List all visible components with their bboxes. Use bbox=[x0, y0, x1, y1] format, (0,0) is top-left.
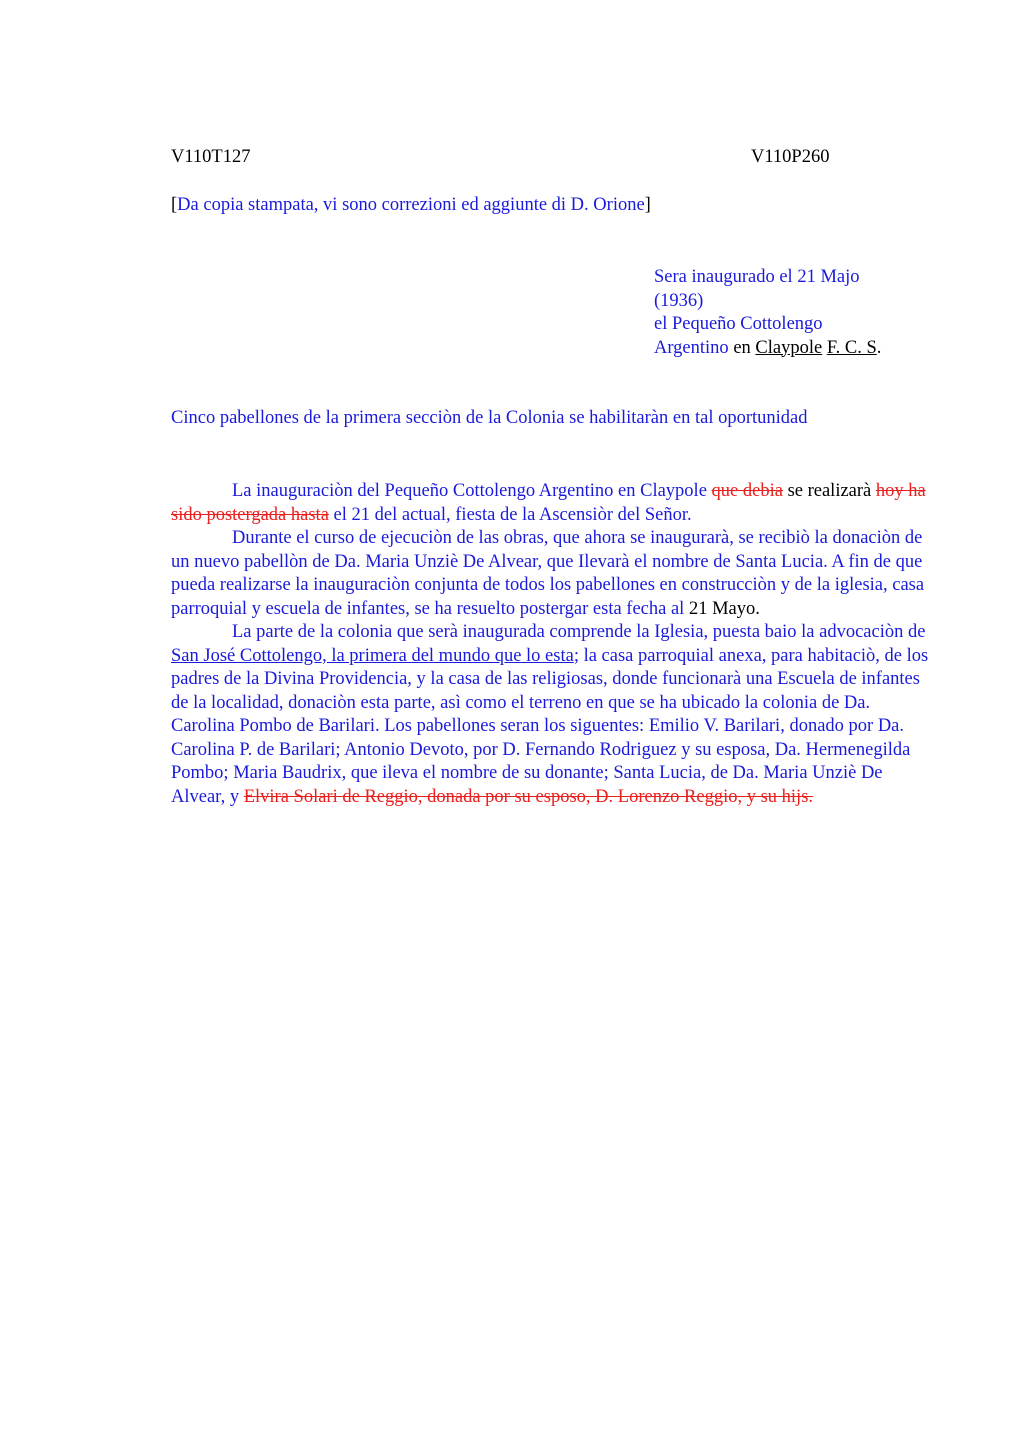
bracket-close: ] bbox=[644, 195, 651, 215]
paragraph-3 bbox=[171, 621, 931, 809]
paragraph-2 bbox=[171, 527, 931, 621]
date-note-word: en bbox=[728, 337, 756, 358]
date-note-word: Argentino bbox=[654, 337, 729, 358]
place-fcs: F. C. S bbox=[826, 337, 877, 358]
date-note-line bbox=[654, 337, 934, 361]
document-code-left: V110T127 bbox=[171, 147, 251, 167]
paragraph-1 bbox=[171, 480, 931, 527]
source-note bbox=[171, 195, 651, 216]
underlined-text: San José Cottolengo, la primera del mundo que lo esta bbox=[171, 645, 574, 666]
added-text: La inauguraciòn del Pequeño Cottolengo Argentino en Claypole bbox=[232, 481, 712, 501]
date-note bbox=[654, 266, 934, 360]
added-text: el 21 del actual, fiesta de la Ascensiòr del Señor. bbox=[328, 504, 692, 525]
date-note-line: (1936) bbox=[654, 290, 704, 311]
original-text: 21 Mayo. bbox=[688, 598, 760, 619]
deleted-text: Elvira Solari de Reggio, donada por su esposo, D. Lorenzo Reggio, y su hijs. bbox=[243, 786, 814, 807]
source-note-text: Da copia stampata, vi sono correzioni ed aggiunte di D. Orione bbox=[177, 195, 645, 215]
added-text: Durante el curso de ejecuciòn de las obras, que ahora se inaugurarà, se recibiò la donaciòn de un nuevo pabellòn de Da. Maria Unziè De Alvear, que Ilevarà el nombre de Santa Lucia. A fin de que pueda realizarse la inauguraciòn conjunta de todos los pabellones en construcciòn y de la iglesia, casa parroquial y escuela de infantes, se ha resuelto postergar esta fecha al bbox=[171, 528, 925, 619]
added-text: ; la casa parroquial anexa, para habitaciò, de los padres de la Divina Providencia, y la casa de las religiosas, donde funcionarà una Escuela de infantes de la localidad, donaciòn esta parte, asì como el terreno en que se ha ubicado la colonia de Da. Carolina Pombo de Barilari. Los pabellones seran los siguentes: Emilio V. Barilari, donado por Da. Carolina P. de Barilari; Antonio Devoto, por D. Fernando Rodriguez y su esposa, Da. Hermenegilda Pombo; Maria Baudrix, que ileva el nombre de su donante; Santa Lucia, de Da. Maria Unziè De Alvear, y bbox=[171, 645, 929, 807]
date-note-period: . bbox=[876, 337, 882, 358]
deleted-text: hoy ha sido postergada hasta bbox=[171, 481, 926, 525]
date-note-line: Sera inaugurado el 21 Majo bbox=[654, 267, 860, 287]
original-text: se realizarà bbox=[782, 481, 876, 501]
document-code-right: V110P260 bbox=[751, 147, 830, 167]
bracket-open: [ bbox=[171, 195, 178, 215]
deleted-text: que debia bbox=[711, 481, 783, 501]
place-claypole: Claypole bbox=[755, 337, 823, 358]
date-note-line: el Pequeño Cottolengo bbox=[654, 314, 823, 334]
article-body bbox=[171, 480, 931, 809]
added-text: La parte de la colonia que serà inaugurada comprende la Iglesia, puesta baio la advocaciòn de bbox=[232, 622, 926, 642]
article-subtitle: Cinco pabellones de la primera secciòn de la Colonia se habilitaràn en tal oportunidad bbox=[171, 408, 808, 428]
